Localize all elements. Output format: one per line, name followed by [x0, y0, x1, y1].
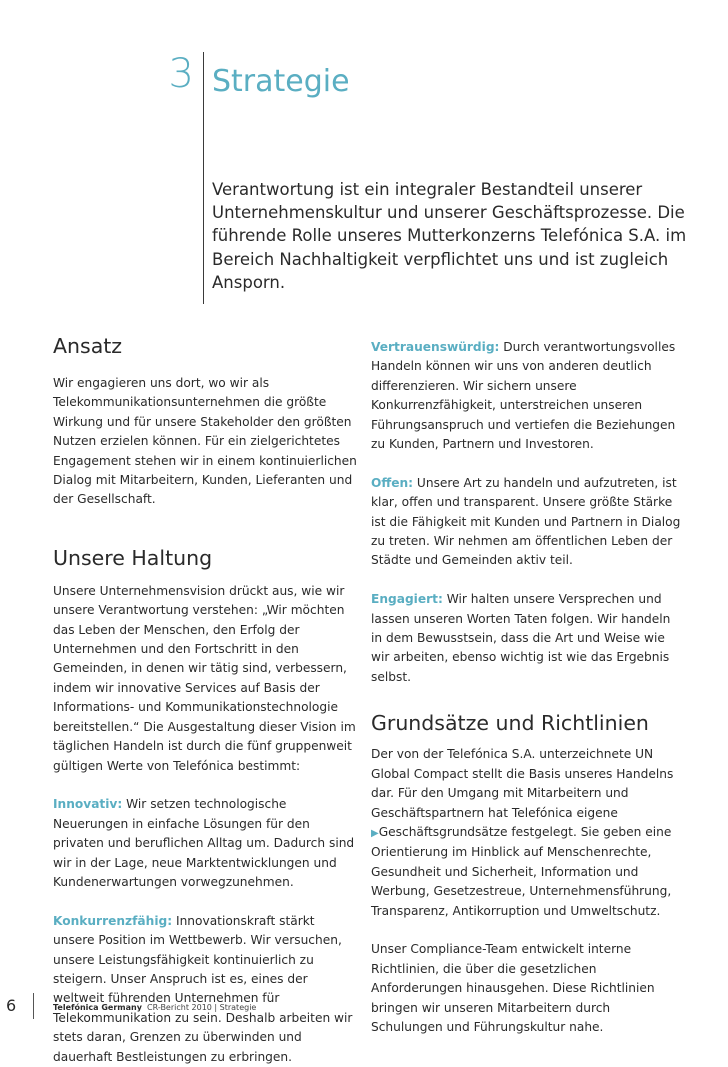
- heading-grundsaetze: Grundsätze und Richtlinien: [371, 711, 649, 736]
- value-label: Innovativ:: [53, 797, 123, 812]
- page-number: 6: [6, 996, 17, 1015]
- value-vertrauenswuerdig: [371, 338, 683, 454]
- grundsaetze-text-before: Der von der Telefónica S.A. unterzeichnete UN Global Compact stellt die Basis unseres Handelns dar. Für den Umgang mit Mitarbeitern und Geschäftspartnern hat Telefónica eigene: [371, 747, 674, 820]
- value-text: Wir halten unsere Versprechen und lassen unseren Worten Taten folgen. Wir handeln in dem Bewusstsein, dass die Art und Weise wie wir arbeiten, ebenso wichtig ist wie das Ergebnis selbst.: [371, 592, 671, 684]
- heading-ansatz: Ansatz: [53, 334, 123, 358]
- value-label: Offen:: [371, 475, 414, 490]
- right-column: [371, 338, 683, 1037]
- value-innovativ: [53, 795, 359, 892]
- value-konkurrenzfaehig: [53, 912, 359, 1067]
- footer: [53, 1003, 256, 1012]
- value-text: Unsere Art zu handeln und aufzutreten, ist klar, offen und transparent. Unsere größte Stärke ist die Fähigkeit mit Kunden und Partnern in Dialog zu treten. Wir nehmen am öffentlichen Leben der Städte und Gemeinden aktiv teil.: [371, 475, 681, 568]
- value-label: Konkurrenzfähig:: [53, 913, 173, 928]
- value-offen: [371, 474, 683, 571]
- grundsaetze-text-2: Unser Compliance-Team entwickelt interne Richtlinien, die über die gesetzlichen Anforderungen hinausgehen. Diese Richtlinien bringen wir unseren Mitarbeitern durch Schulungen und Führungskultur nahe.: [371, 942, 655, 1034]
- chapter-number: 3: [168, 51, 194, 97]
- value-engagiert: [371, 590, 683, 687]
- link-arrow-icon: ▶: [371, 827, 379, 839]
- footer-report: CR-Bericht 2010 | Strategie: [147, 1003, 257, 1012]
- value-label: Engagiert:: [371, 592, 443, 607]
- geschaeftsgrundsaetze-link[interactable]: Geschäftsgrundsätze festgelegt. Sie geben eine Orientierung im Hinblick auf Menschenrechte, Gesundheit und Sicherheit, Information und Werbung, Gesetzestreue, Unternehmensführung, Transparenz, Antikorruption und Umweltschutz.: [371, 824, 672, 918]
- value-text: Wir setzen technologische Neuerungen in einfache Lösungen für den privaten und beruflichen Alltag um. Dadurch sind wir in der Lage, neue Marktentwicklungen und Kundenerwartungen vorwegzunehmen.: [53, 797, 355, 889]
- value-label: Vertrauenswürdig:: [371, 340, 500, 354]
- grundsaetze-text-1: [371, 745, 683, 921]
- value-text: Durch verantwortungsvolles Handeln können wir uns von anderen deutlich differenzieren. Wir sichern unsere Konkurrenzfähigkeit, unterstreichen unseren Führungsanspruch und vertiefen die Beziehungen zu Kunden, Partnern und Investoren.: [371, 340, 676, 452]
- ansatz-text: Wir engagieren uns dort, wo wir als Telekommunikationsunternehmen die größte Wirkung und für unsere Stakeholder den größten Nutzen erzielen können. Für ein zielgerichtetes Engagement stehen wir in einem kontinuierlichen Dialog mit Mitarbeitern, Kunden, Lieferanten und der Gesellschaft.: [53, 376, 357, 507]
- chapter-divider: [203, 52, 204, 304]
- footer-brand: Telefónica Germany: [53, 1003, 142, 1012]
- heading-haltung: Unsere Haltung: [53, 545, 213, 570]
- haltung-text: Unsere Unternehmensvision drückt aus, wie wir unsere Verantwortung verstehen: „Wir möchten das Leben der Menschen, den Erfolg der Unternehmen und den Fortschritt in den Gemeinden, in denen wir tätig sind, verbessern, indem wir innovative Services auf Basis der Informations- und Kommunikationstechnologie bereitstellen.“ Die Ausgestaltung dieser Vision im täglichen Handeln ist durch die fünf gruppenweit gültigen Werte von Telefónica bestimmt:: [53, 583, 356, 773]
- footer-divider: [33, 993, 34, 1019]
- value-text: Innovationskraft stärkt unsere Position im Wettbewerb. Wir versuchen, unsere Leistungsfähigkeit kontinuierlich zu steigern. Unser Anspruch ist es, eines der weltweit führenden Unternehmen für Telekommunikation zu sein. Deshalb arbeiten wir stets daran, Grenzen zu überwinden und dauerhaft Bestleistungen zu erbringen.: [53, 913, 353, 1064]
- intro-text: Verantwortung ist ein integraler Bestandteil unserer Unternehmenskultur und unserer Geschäftsprozesse. Die führende Rolle unseres Mutterkonzerns Telefónica S.A. im Bereich Nachhaltigkeit verpflichtet uns und ist zugleich Ansporn.: [212, 180, 687, 292]
- left-column: [53, 332, 359, 1067]
- chapter-title: Strategie: [212, 64, 350, 99]
